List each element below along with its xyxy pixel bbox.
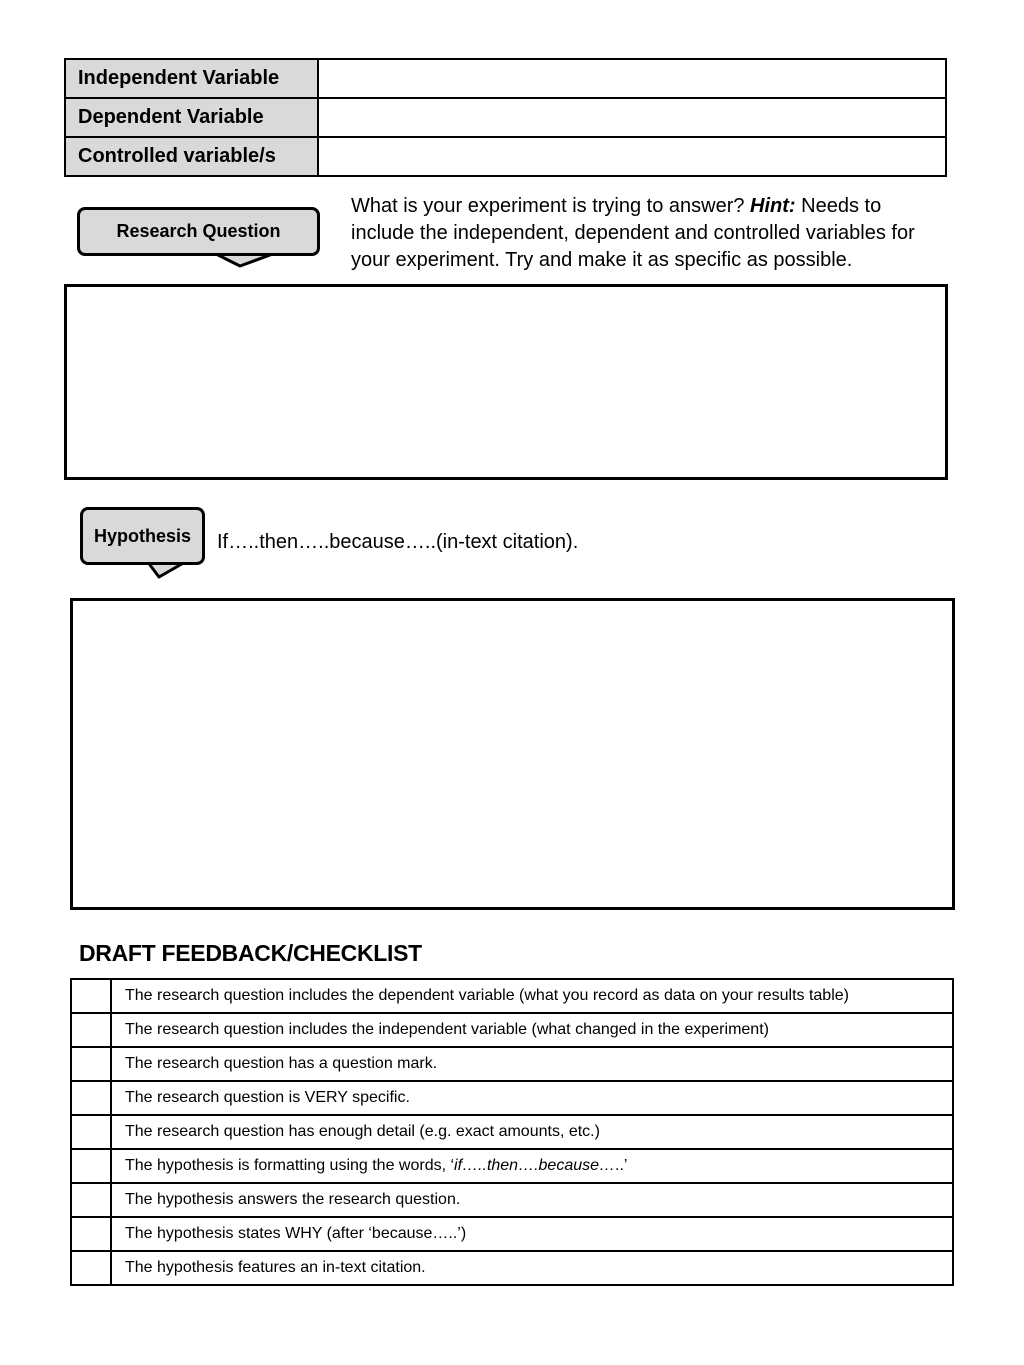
checklist-checkbox[interactable] xyxy=(71,1251,111,1285)
checklist-item-text: The research question is VERY specific. xyxy=(111,1081,953,1115)
checklist-row xyxy=(71,1081,953,1115)
checklist-item-text: The research question includes the dependent variable (what you record as data on your results table) xyxy=(111,979,953,1013)
checklist-title: DRAFT FEEDBACK/CHECKLIST xyxy=(79,940,422,966)
independent-variable-label: Independent Variable xyxy=(65,59,318,98)
hypothesis-template: If…..then…..because…..(in-text citation). xyxy=(217,531,579,553)
independent-variable-field[interactable] xyxy=(318,59,946,98)
controlled-variables-label: Controlled variable/s xyxy=(65,137,318,176)
checklist-item-text: The research question includes the independent variable (what changed in the experiment) xyxy=(111,1013,953,1047)
hint-rest: Needs to include the independent, dependent and controlled variables for your experiment. Try and make it as specific as possible. xyxy=(351,195,915,271)
variable-row-dependent xyxy=(65,98,946,137)
controlled-variables-field[interactable] xyxy=(318,137,946,176)
checklist-item-text: The hypothesis states WHY (after ‘because…..’) xyxy=(111,1217,953,1251)
dependent-variable-field[interactable] xyxy=(318,98,946,137)
research-question-tag xyxy=(77,207,320,256)
checklist-item-text-prefix: The hypothesis is formatting using the words, ‘ xyxy=(125,1157,455,1174)
hint-label: Hint: xyxy=(750,195,796,217)
checklist-checkbox[interactable] xyxy=(71,979,111,1013)
hypothesis-answer-box[interactable] xyxy=(70,598,955,910)
checklist-row xyxy=(71,1149,953,1183)
research-question-answer-box[interactable] xyxy=(64,284,948,480)
checklist-row xyxy=(71,1251,953,1285)
checklist-row xyxy=(71,1183,953,1217)
checklist-item-text: The research question has enough detail (e.g. exact amounts, etc.) xyxy=(111,1115,953,1149)
checklist-row xyxy=(71,1115,953,1149)
checklist-checkbox[interactable] xyxy=(71,1183,111,1217)
checklist-checkbox[interactable] xyxy=(71,1115,111,1149)
checklist-checkbox[interactable] xyxy=(71,1013,111,1047)
checklist-checkbox[interactable] xyxy=(71,1217,111,1251)
checklist-item-text-italic: if…..then….because… xyxy=(454,1157,616,1174)
checklist-item-text xyxy=(111,1149,953,1183)
checklist-table xyxy=(70,978,954,1286)
variable-row-controlled xyxy=(65,137,946,176)
checklist-row xyxy=(71,979,953,1013)
checklist-checkbox[interactable] xyxy=(71,1149,111,1183)
variable-row-independent xyxy=(65,59,946,98)
checklist-item-text-suffix: ..’ xyxy=(615,1157,628,1174)
checklist-row xyxy=(71,1047,953,1081)
checklist-item-text: The hypothesis features an in-text citation. xyxy=(111,1251,953,1285)
checklist-checkbox[interactable] xyxy=(71,1081,111,1115)
hypothesis-tag-label: Hypothesis xyxy=(93,525,192,546)
checklist-row xyxy=(71,1217,953,1251)
dependent-variable-label: Dependent Variable xyxy=(65,98,318,137)
hypothesis-tag xyxy=(80,507,205,565)
research-question-tag-label: Research Question xyxy=(116,221,281,241)
variables-table xyxy=(64,58,947,177)
checklist-item-text: The research question has a question mark. xyxy=(111,1047,953,1081)
checklist-row xyxy=(71,1013,953,1047)
research-question-hint xyxy=(351,193,941,274)
checklist-item-text: The hypothesis answers the research question. xyxy=(111,1183,953,1217)
hint-prefix: What is your experiment is trying to answer? xyxy=(351,195,751,217)
checklist-checkbox[interactable] xyxy=(71,1047,111,1081)
